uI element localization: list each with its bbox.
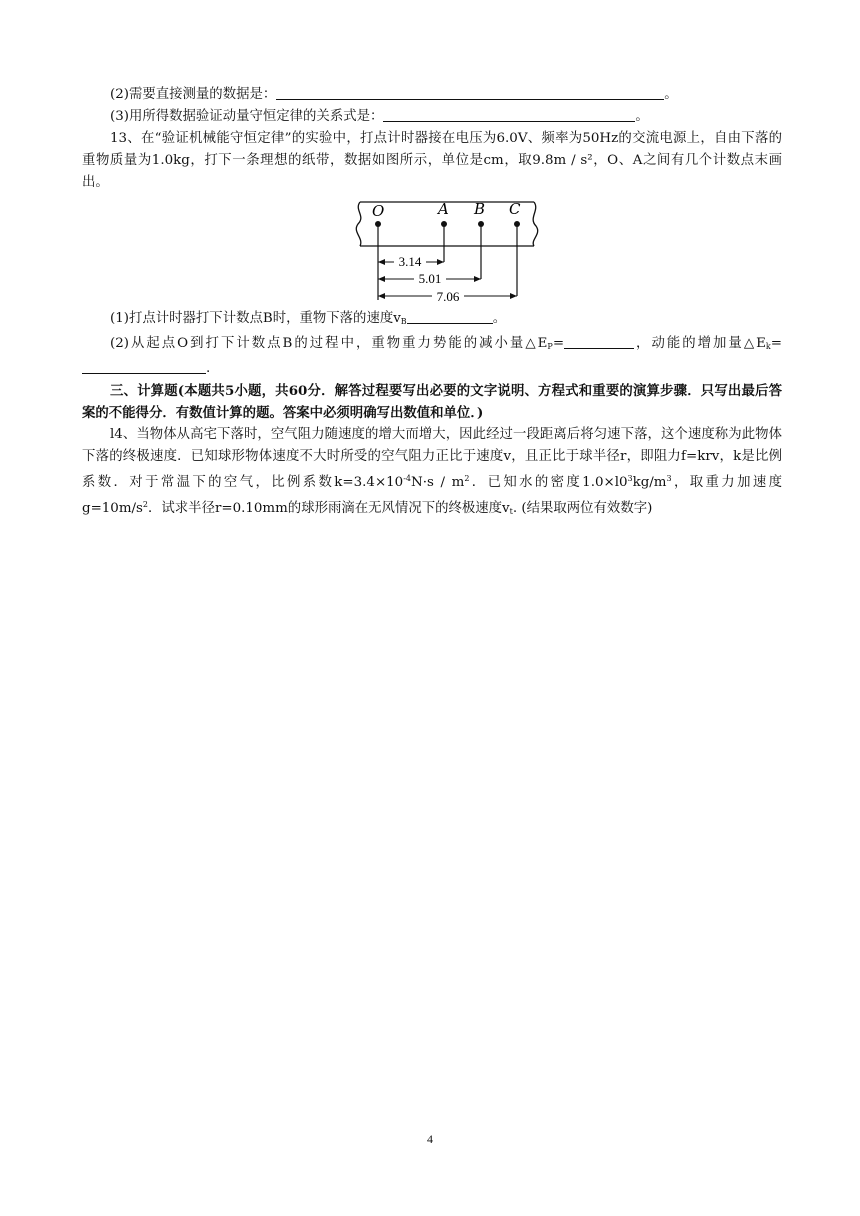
q13-part1: (1)打点计时器打下计数点B时，重物下落的速度$v_B$ 。 [82, 308, 782, 333]
q14-text: l4、当物体从高宅下落时，空气阻力随速度的增大而增大，因此经过一段距离后将匀速下落，这个速度称为此物体下落的终极速度．已知球形物体速度不大时所受的空气阻力正比于速度v，且正比于球半径r，即阻力f=krv，k是比例系数．对于常温下的空气，比例系数$k=3.4\times 10^{-4}N\cdot s / m^2$．已知水的密度$1.0\times l0^3kg/m^3$，取重力加速度$g=10m/s^2$．试求半径r=0.10mm的球形雨滴在无风情况下的终极速度$v_t$. (结果取两位有效数字) [82, 427, 782, 516]
answer-blank[interactable] [82, 358, 206, 374]
answer-blank[interactable] [383, 106, 635, 122]
answer-blank[interactable] [564, 333, 634, 349]
answer-blank[interactable] [276, 84, 664, 100]
paper-tape-figure [82, 196, 782, 304]
distance-ob-label: 5.01 [418, 271, 442, 286]
point-label-c: C [509, 200, 521, 218]
q12-part2: (2)需要直接测量的数据是： 。 [82, 84, 782, 106]
paper-tape-diagram [352, 196, 542, 302]
answer-blank[interactable] [407, 308, 493, 324]
distance-oa-label: 3.14 [398, 254, 422, 269]
point-label-b: B [474, 200, 486, 218]
point-label-o: O [372, 202, 385, 220]
page-number: 4 [427, 1132, 433, 1146]
distance-oc-label: 7.06 [436, 289, 460, 302]
point-label-a: A [438, 200, 449, 218]
document-body [82, 84, 782, 523]
section3-heading: 三、计算题(本题共5小题，共60分．解答过程要写出必要的文字说明、方程式和重要的演算步骤．只写出最后答案的不能得分．有数值计算的题。答案中必须明确写出数值和单位．) [82, 383, 782, 421]
q13-part2: (2)从起点O到打下计数点B的过程中，重物重力势能的减小量$\triangle E_P=$ ，动能的增加量$\triangle E_k=$. [82, 333, 782, 380]
q13-stem: 13、在“验证机械能守恒定律”的实验中，打点计时器接在电压为6.0V、频率为50Hz的交流电源上，自由下落的重物质量为1.0kg，打下一条理想的纸带，数据如图所示，单位是cm，取9.8m / s²，O、A之间有几个计数点末画出。 [82, 131, 782, 190]
q12-part3: (3)用所得数据验证动量守恒定律的关系式是： 。 [82, 106, 782, 128]
